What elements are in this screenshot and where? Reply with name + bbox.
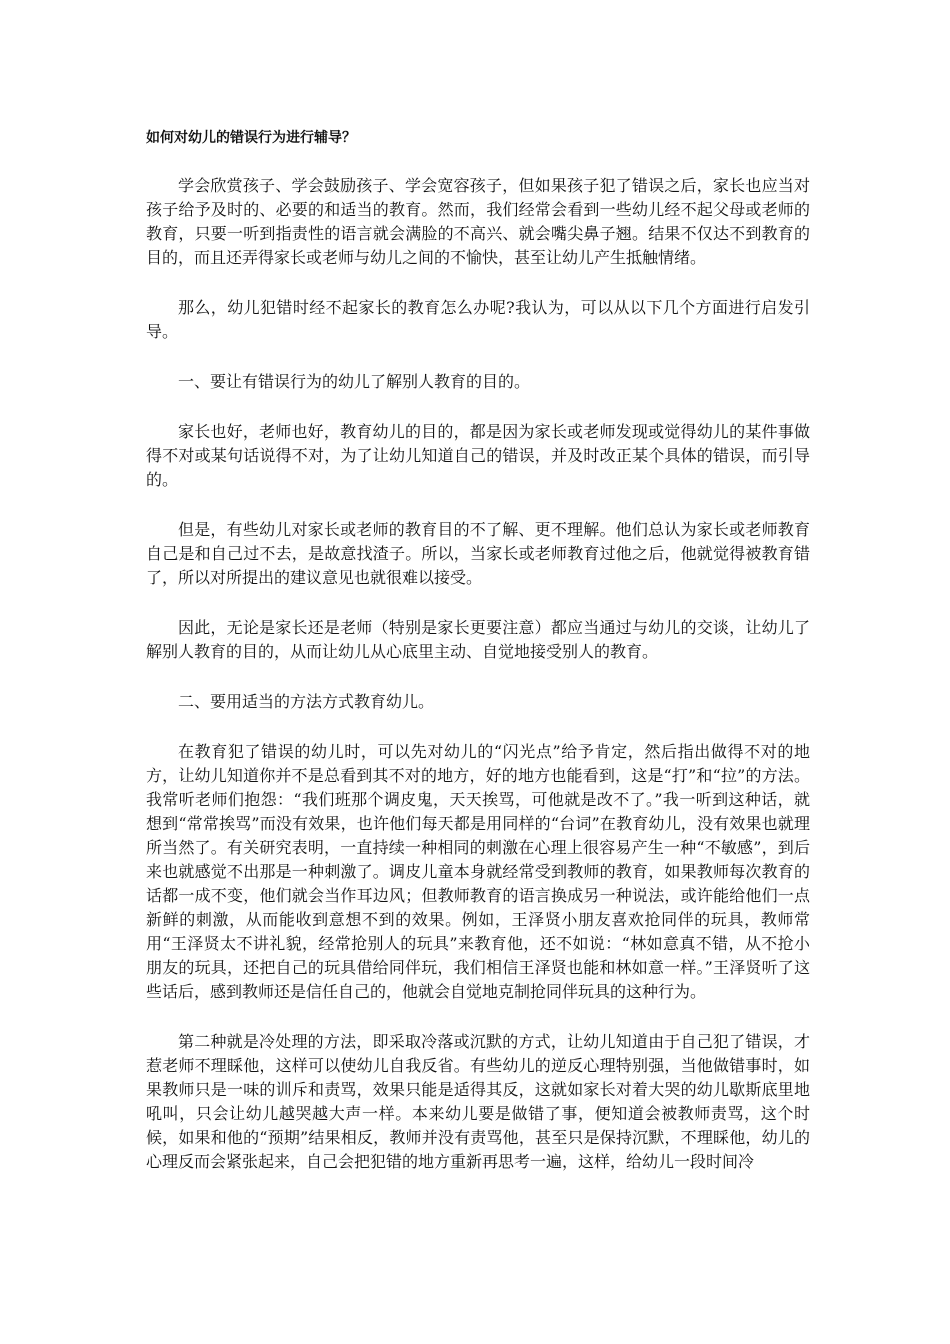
paragraph-question: 那么，幼儿犯错时经不起家长的教育怎么办呢?我认为，可以从以下几个方面进行启发引导。 <box>146 298 810 341</box>
section-heading-one: 一、要让有错误行为的幼儿了解别人教育的目的。 <box>178 372 531 391</box>
paragraph-communication: 因此，无论是家长还是老师（特别是家长更要注意）都应当通过与幼儿的交谈，让幼儿了解别人教育的目的，从而让幼儿从心底里主动、自觉地接受别人的教育。 <box>146 618 810 661</box>
section-heading-two: 二、要用适当的方法方式教育幼儿。 <box>178 692 435 711</box>
paragraph-method-cold: 第二种就是冷处理的方法，即采取冷落或沉默的方式，让幼儿知道由于自己犯了错误，才惹老师不理睬他，这样可以使幼儿自我反省。有些幼儿的逆反心理特别强，当他做错事时，如果教师只是一味的训斥和责骂，效果只能是适得其反，这就如家长对着大哭的幼儿歇斯底里地吼叫，只会让幼儿越哭越大声一样。本来幼儿要是做错了事，便知道会被教师责骂，这个时候，如果和他的“预期”结果相反，教师并没有责骂他，甚至只是保持沉默，不理睬他，幼儿的心理反而会紧张起来，自己会把犯错的地方重新再思考一遍，这样，给幼儿一段时间冷 <box>146 1032 810 1171</box>
document-page <box>146 128 810 1174</box>
document-title: 如何对幼儿的错误行为进行辅导？ <box>146 130 356 146</box>
paragraph-intro: 学会欣赏孩子、学会鼓励孩子、学会宽容孩子，但如果孩子犯了错误之后，家长也应当对孩子给予及时的、必要的和适当的教育。然而，我们经常会看到一些幼儿经不起父母或老师的教育，只要一听到指责性的语言就会满脸的不高兴、就会嘴尖鼻子翘。结果不仅达不到教育的目的，而且还弄得家长或老师与幼儿之间的不愉快，甚至让幼儿产生抵触情绪。 <box>146 176 810 267</box>
paragraph-purpose: 家长也好，老师也好，教育幼儿的目的，都是因为家长或老师发现或觉得幼儿的某件事做得不对或某句话说得不对，为了让幼儿知道自己的错误，并及时改正某个具体的错误，而引导的。 <box>146 422 810 489</box>
paragraph-misunderstanding: 但是，有些幼儿对家长或老师的教育目的不了解、更不理解。他们总认为家长或老师教育自己是和自己过不去，是故意找渣子。所以，当家长或老师教育过他之后，他就觉得被教育错了，所以对所提出的建议意见也就很难以接受。 <box>146 520 810 587</box>
paragraph-method-praise: 在教育犯了错误的幼儿时，可以先对幼儿的“闪光点”给予肯定，然后指出做得不对的地方，让幼儿知道你并不是总看到其不对的地方，好的地方也能看到，这是“打”和“拉”的方法。我常听老师们抱怨：“我们班那个调皮鬼，天天挨骂，可他就是改不了。”我一听到这种话，就想到“常常挨骂”而没有效果，也许他们每天都是用同样的“台词”在教育幼儿，没有效果也就理所当然了。有关研究表明，一直持续一种相同的刺激在心理上很容易产生一种“不敏感”，到后来也就感觉不出那是一种刺激了。调皮儿童本身就经常受到教师的教育，如果教师每次教育的话都一成不变，他们就会当作耳边风；但教师教育的语言换成另一种说法，或许能给他们一点新鲜的刺激，从而能收到意想不到的效果。例如，王泽贤小朋友喜欢抢同伴的玩具，教师常用“王泽贤太不讲礼貌，经常抢别人的玩具”来教育他，还不如说：“林如意真不错，从不抢小朋友的玩具，还把自己的玩具借给同伴玩，我们相信王泽贤也能和林如意一样。”王泽贤听了这些话后，感到教师还是信任自己的，他就会自觉地克制抢同伴玩具的这种行为。 <box>146 742 810 1001</box>
